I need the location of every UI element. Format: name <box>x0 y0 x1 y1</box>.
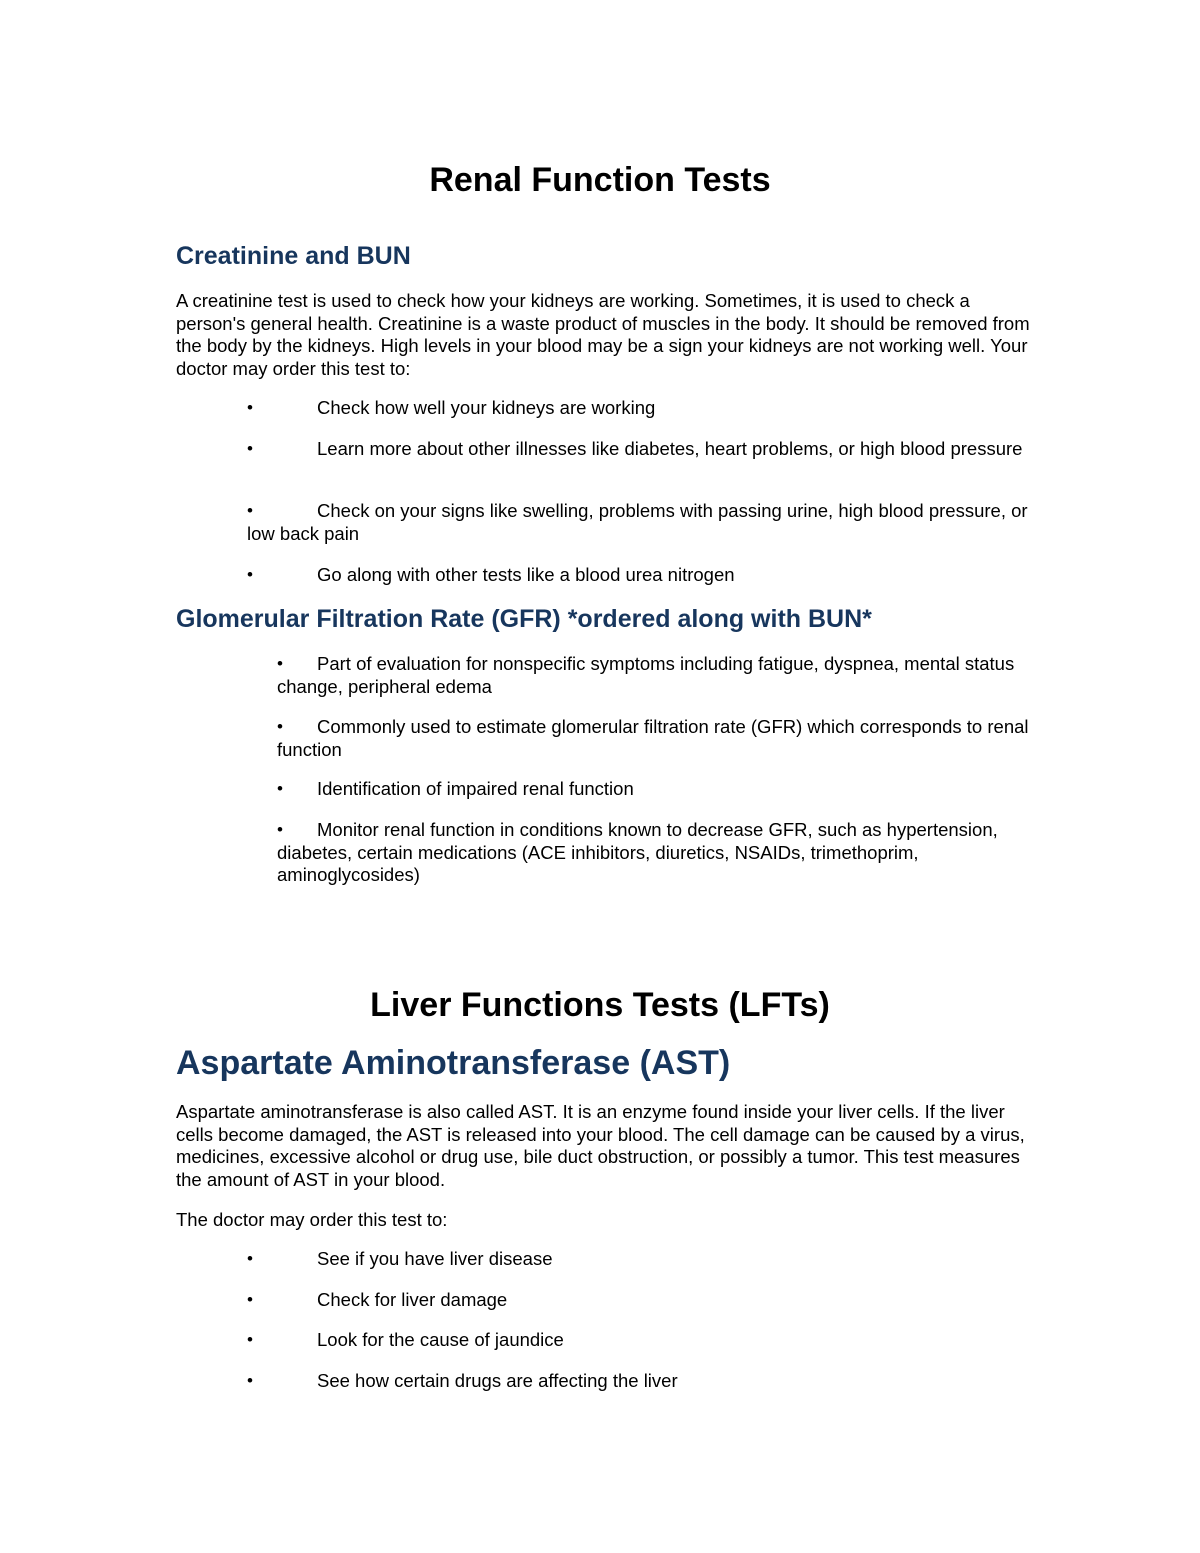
bullet-text: Check how well your kidneys are working <box>317 397 656 418</box>
ast-bullet <box>247 1329 1037 1352</box>
bullet-dot: • <box>277 779 283 798</box>
liver-title: Liver Functions Tests (LFTs) <box>370 986 830 1024</box>
bullet-dot: • <box>247 565 253 584</box>
bullet-dot: • <box>247 439 253 458</box>
bullet-dot: • <box>277 717 283 736</box>
creatinine-bullet <box>247 438 1037 461</box>
creatinine-heading: Creatinine and BUN <box>176 242 411 270</box>
bullet-text: Part of evaluation for nonspecific symptoms including fatigue, dyspnea, mental status change, peripheral edema <box>277 653 1015 697</box>
ast-intro: The doctor may order this test to: <box>176 1209 448 1230</box>
gfr-bullet <box>277 716 1037 761</box>
creatinine-bullet <box>247 397 1037 420</box>
bullet-text: See if you have liver disease <box>317 1248 553 1269</box>
gfr-bullet <box>277 819 1037 887</box>
bullet-text: Monitor renal function in conditions known to decrease GFR, such as hypertension, diabetes, certain medications (ACE inhibitors, diuretics, NSAIDs, trimethoprim, aminoglycosides) <box>277 819 998 886</box>
ast-bullet <box>247 1248 1037 1271</box>
creatinine-bullet <box>247 564 1037 587</box>
bullet-text: Identification of impaired renal function <box>317 778 634 799</box>
bullet-dot: • <box>247 1330 253 1349</box>
gfr-heading: Glomerular Filtration Rate (GFR) *ordered along with BUN* <box>176 605 872 633</box>
creatinine-paragraph: A creatinine test is used to check how your kidneys are working. Sometimes, it is used to check a person's general health. Creatinine is a waste product of muscles in the body. It should be removed from the body by the kidneys. High levels in your blood may be a sign your kidneys are not working well. Your doctor may order this test to: <box>176 290 1030 380</box>
gfr-bullet <box>277 653 1037 698</box>
bullet-text: Go along with other tests like a blood urea nitrogen <box>317 564 735 585</box>
bullet-text: See how certain drugs are affecting the liver <box>317 1370 678 1391</box>
ast-paragraph: Aspartate aminotransferase is also called AST. It is an enzyme found inside your liver cells. If the liver cells become damaged, the AST is released into your blood. The cell damage can be caused by a virus, medicines, excessive alcohol or drug use, bile duct obstruction, or possibly a tumor. This test measures the amount of AST in your blood. <box>176 1101 1025 1191</box>
bullet-text: Check on your signs like swelling, problems with passing urine, high blood pressure, or low back pain <box>247 500 1028 544</box>
bullet-dot: • <box>277 654 283 673</box>
creatinine-bullet <box>247 500 1037 545</box>
bullet-dot: • <box>247 398 253 417</box>
ast-heading: Aspartate Aminotransferase (AST) <box>176 1044 731 1082</box>
bullet-text: Commonly used to estimate glomerular filtration rate (GFR) which corresponds to renal function <box>277 716 1029 760</box>
bullet-text: Look for the cause of jaundice <box>317 1329 564 1350</box>
gfr-bullet <box>277 778 1037 801</box>
renal-title: Renal Function Tests <box>429 161 771 199</box>
bullet-text: Learn more about other illnesses like diabetes, heart problems, or high blood pressure <box>317 438 1023 459</box>
bullet-dot: • <box>247 1290 253 1309</box>
bullet-dot: • <box>277 820 283 839</box>
bullet-dot: • <box>247 1371 253 1390</box>
ast-bullet <box>247 1370 1037 1393</box>
bullet-dot: • <box>247 1249 253 1268</box>
ast-bullet <box>247 1289 1037 1312</box>
bullet-text: Check for liver damage <box>317 1289 508 1310</box>
bullet-dot: • <box>247 501 253 520</box>
